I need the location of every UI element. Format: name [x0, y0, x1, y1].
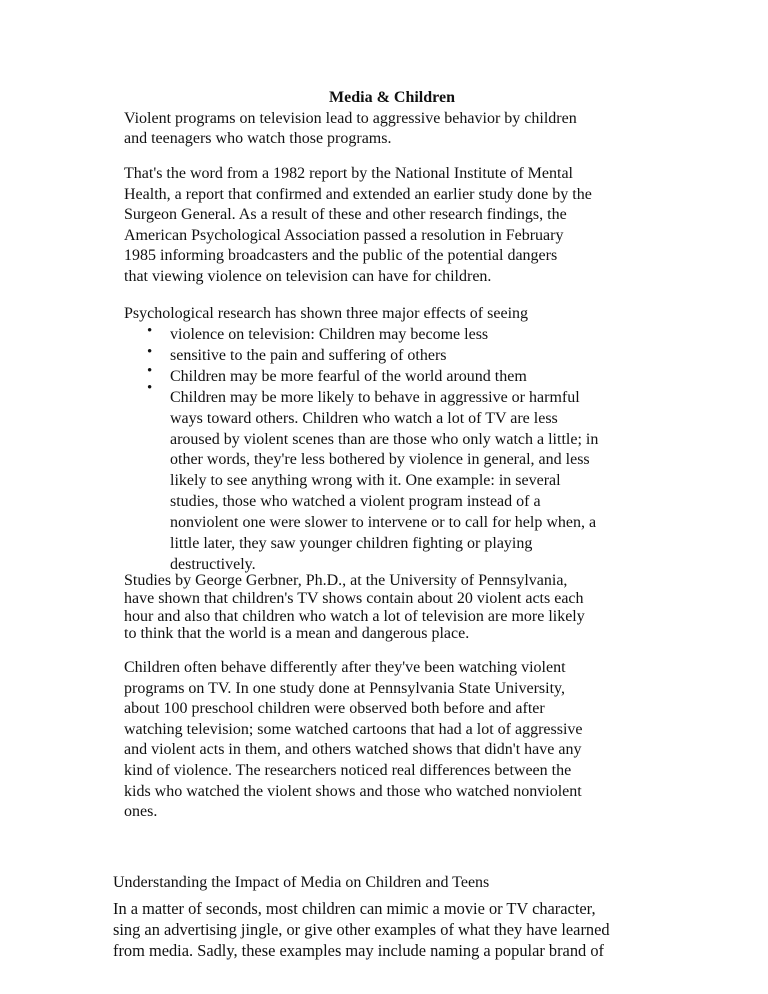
bullet-icon: • — [147, 363, 153, 379]
text-line: from media. Sadly, these examples may include naming a popular brand of — [113, 941, 604, 960]
text-line: hour and also that children who watch a lot of television are more likely — [124, 607, 585, 625]
text-line: Children may be more likely to behave in aggressive or harmful — [170, 388, 580, 406]
intro-paragraph — [124, 109, 577, 149]
page-title: Media & Children — [329, 89, 455, 106]
text-line: have shown that children's TV shows contain about 20 violent acts each — [124, 589, 584, 607]
text-line: Surgeon General. As a result of these and other research findings, the — [124, 206, 567, 224]
text-line: to think that the world is a mean and dangerous place. — [124, 625, 470, 643]
paragraph-3 — [124, 572, 585, 643]
text-line: studies, those who watched a violent program instead of a — [170, 493, 541, 511]
bullet-icon: • — [147, 323, 153, 339]
text-line: and teenagers who watch those programs. — [124, 130, 392, 147]
bullet-icon: • — [147, 344, 153, 360]
text-line: Psychological research has shown three major effects of seeing — [124, 305, 529, 322]
text-line: nonviolent one were slower to intervene or to call for help when, a — [170, 514, 597, 532]
text-line: American Psychological Association passed a resolution in February — [124, 226, 564, 244]
text-line: ones. — [124, 803, 158, 821]
paragraph-2-lead — [124, 304, 528, 324]
text-line: Violent programs on television lead to aggressive behavior by children — [124, 110, 577, 127]
text-line: kind of violence. The researchers noticed real differences between the — [124, 761, 572, 779]
text-line: little later, they saw younger children fighting or playing — [170, 535, 533, 553]
paragraph-1 — [124, 164, 592, 288]
text-line: Health, a report that confirmed and extended an earlier study done by the — [124, 185, 592, 203]
bullet-icon: • — [147, 380, 153, 396]
text-line: sing an advertising jingle, or give other examples of what they have learned — [113, 920, 610, 939]
bullet-text — [170, 325, 598, 576]
text-line: ways toward others. Children who watch a lot of TV are less — [170, 409, 558, 427]
text-line: about 100 preschool children were observed both before and after — [124, 700, 545, 718]
text-line: Children may be more fearful of the world around them — [170, 367, 527, 385]
text-line: other words, they're less bothered by violence in general, and less — [170, 451, 590, 469]
text-line: Studies by George Gerbner, Ph.D., at the University of Pennsylvania, — [124, 572, 568, 589]
section-2-body — [113, 898, 610, 961]
text-line: violence on television: Children may become less — [170, 326, 489, 343]
text-line: 1985 informing broadcasters and the public of the potential dangers — [124, 247, 558, 265]
text-line: likely to see anything wrong with it. One example: in several — [170, 472, 561, 490]
text-line: that viewing violence on television can have for children. — [124, 267, 492, 285]
section-heading — [113, 873, 489, 893]
text-line: aroused by violent scenes than are those who only watch a little; in — [170, 430, 599, 448]
text-line: programs on TV. In one study done at Pennsylvania State University, — [124, 679, 565, 697]
text-line: sensitive to the pain and suffering of others — [170, 346, 447, 364]
text-line: watching television; some watched cartoons that had a lot of aggressive — [124, 720, 583, 738]
paragraph-4 — [124, 658, 583, 823]
text-line: and violent acts in them, and others watched shows that didn't have any — [124, 741, 582, 759]
text-line: In a matter of seconds, most children can mimic a movie or TV character, — [113, 899, 596, 918]
text-line: That's the word from a 1982 report by the National Institute of Mental — [124, 165, 573, 182]
text-line: destructively. — [170, 555, 256, 573]
text-line: Children often behave differently after they've been watching violent — [124, 659, 566, 676]
text-line: kids who watched the violent shows and those who watched nonviolent — [124, 782, 582, 800]
text-line: Understanding the Impact of Media on Children and Teens — [113, 874, 490, 891]
